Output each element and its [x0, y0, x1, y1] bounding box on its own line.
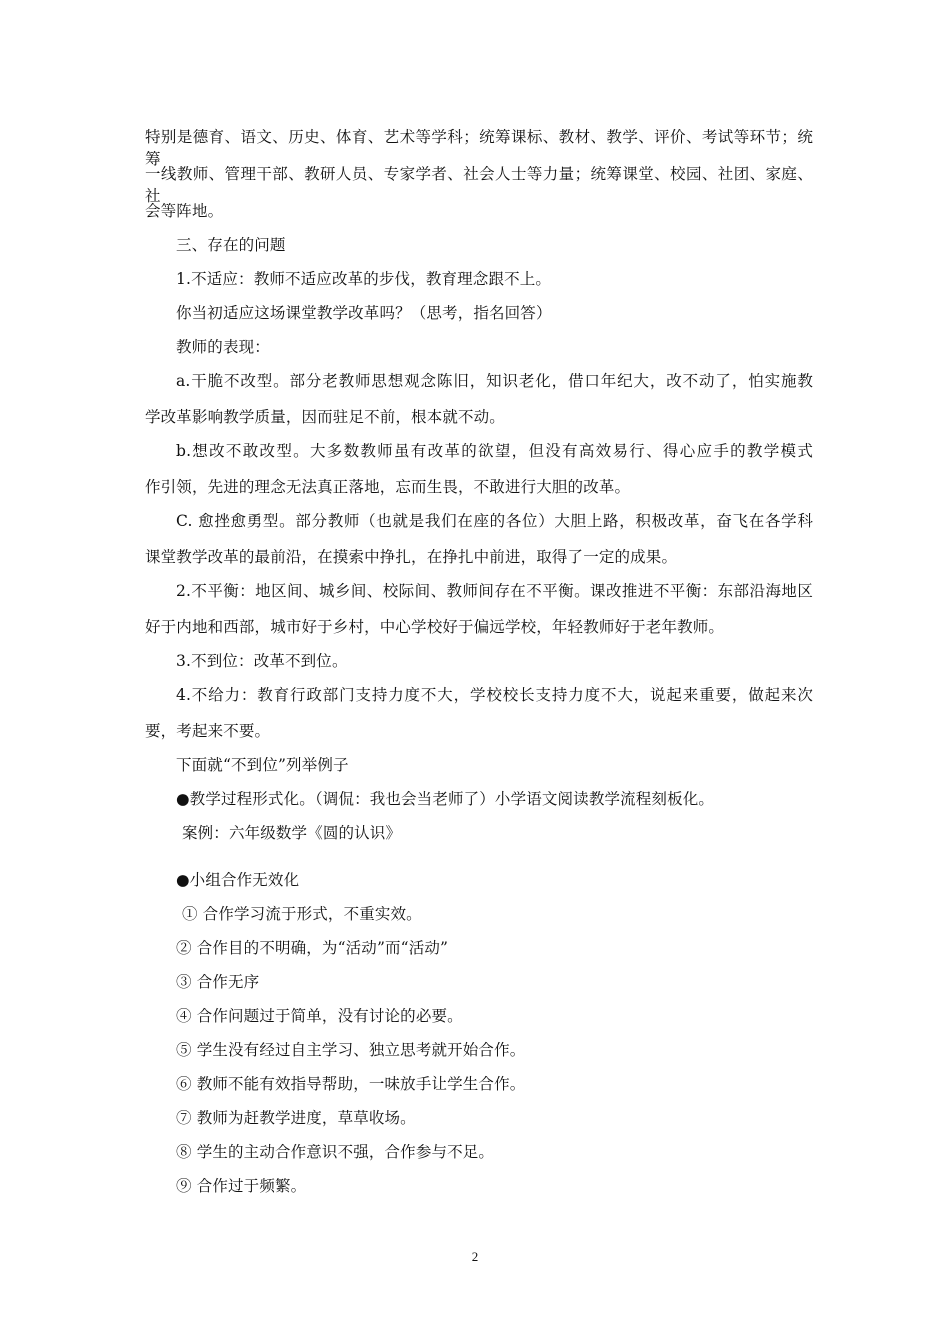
list-item: ④ 合作问题过于简单，没有讨论的必要。: [176, 1007, 463, 1025]
list-item: ⑥ 教师不能有效指导帮助，一味放手让学生合作。: [176, 1075, 526, 1093]
text-line: 特别是德育、语文、历史、体育、艺术等学科；统筹课标、教材、教学、评价、考试等环节；统筹: [145, 128, 813, 168]
list-item: ⑨ 合作过于频繁。: [176, 1177, 307, 1195]
list-item: ⑦ 教师为赶教学进度，草草收场。: [176, 1109, 416, 1127]
text-line: 下面就“不到位”列举例子: [176, 756, 349, 774]
text-line: 作引领，先进的理念无法真正落地，忘而生畏，不敢进行大胆的改革。: [145, 478, 631, 496]
list-item: ●小组合作无效化: [176, 871, 300, 889]
text-line: a.干脆不改型。部分老教师思想观念陈旧，知识老化，借口年纪大，改不动了，怕实施教: [176, 372, 813, 390]
page-number: 2: [471, 1249, 479, 1264]
text-line: 4.不给力：教育行政部门支持力度不大，学校校长支持力度不大，说起来重要，做起来次: [176, 686, 813, 704]
text-line: 要，考起来不要。: [145, 722, 271, 740]
text-line: 好于内地和西部，城市好于乡村，中心学校好于偏远学校，年轻教师好于老年教师。: [145, 618, 725, 636]
text-line: 会等阵地。: [145, 202, 224, 220]
list-item: ⑧ 学生的主动合作意识不强，合作参与不足。: [176, 1143, 495, 1161]
section-heading: 三、存在的问题: [176, 236, 286, 254]
text-line: 学改革影响教学质量，因而驻足不前，根本就不动。: [145, 408, 505, 426]
text-line: 教师的表现：: [176, 338, 270, 356]
text-line: 一线教师、管理干部、教研人员、专家学者、社会人士等力量；统筹课堂、校园、社团、家庭、社: [145, 165, 813, 205]
list-item: ③ 合作无序: [176, 973, 260, 991]
text-line: 你当初适应这场课堂教学改革吗？（思考，指名回答）: [176, 304, 552, 322]
list-item: ① 合作学习流于形式，不重实效。: [182, 905, 422, 923]
text-line: 案例：六年级数学《圆的认识》: [182, 824, 402, 842]
text-line: 1.不适应：教师不适应改革的步伐，教育理念跟不上。: [176, 270, 552, 288]
text-line: 2.不平衡：地区间、城乡间、校际间、教师间存在不平衡。课改推进不平衡：东部沿海地区: [176, 582, 813, 600]
text-line: 课堂教学改革的最前沿，在摸索中挣扎，在挣扎中前进，取得了一定的成果。: [145, 548, 678, 566]
list-item: ⑤ 学生没有经过自主学习、独立思考就开始合作。: [176, 1041, 526, 1059]
text-line: 3.不到位：改革不到位。: [176, 652, 348, 670]
text-line: b.想改不敢改型。大多数教师虽有改革的欲望，但没有高效易行、得心应手的教学模式: [176, 442, 813, 460]
text-line: C. 愈挫愈勇型。部分教师（也就是我们在座的各位）大胆上路，积极改革，奋飞在各学科: [176, 512, 813, 530]
list-item: ●教学过程形式化。（调侃：我也会当老师了）小学语文阅读教学流程刻板化。: [176, 790, 715, 808]
list-item: ② 合作目的不明确，为“活动”而“活动”: [176, 939, 449, 957]
